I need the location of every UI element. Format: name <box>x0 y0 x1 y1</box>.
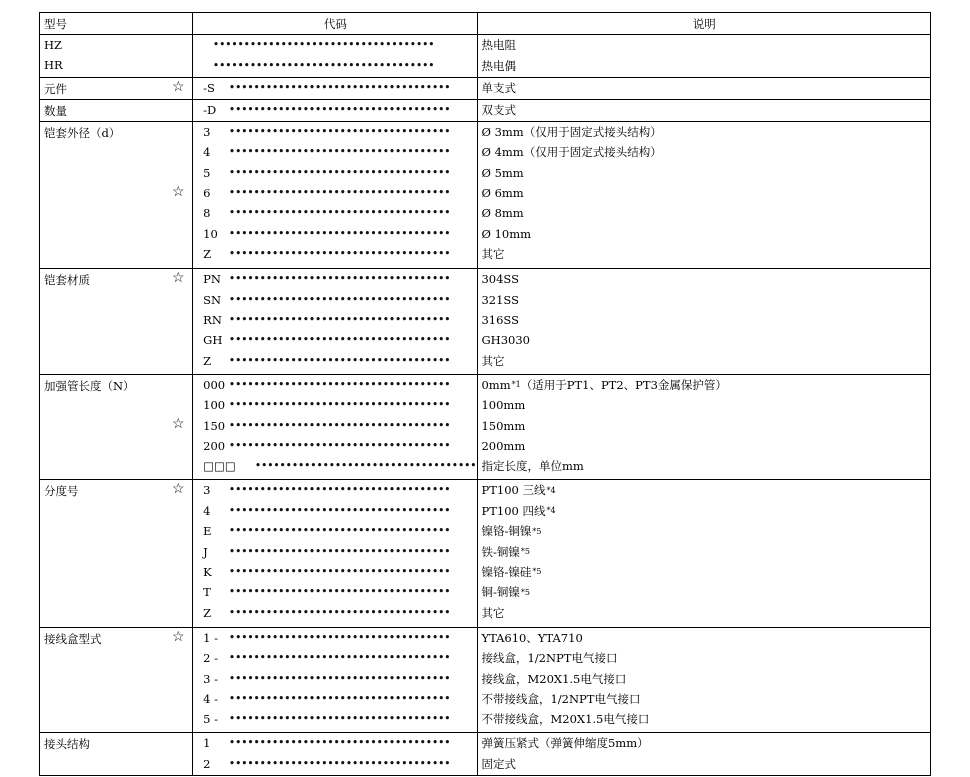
dotted-leader: •••••••••••••••••••••••••••••••••••• <box>229 587 451 598</box>
description-line <box>478 628 930 648</box>
dotted-leader: •••••••••••••••••••••••••••••••••••• <box>229 104 451 115</box>
code-line <box>193 709 477 729</box>
description-line <box>478 351 930 371</box>
option-code: 100 <box>203 398 226 413</box>
code-line <box>193 415 477 435</box>
description-text: Ø 8mm <box>481 206 524 221</box>
description-line <box>478 142 930 162</box>
description-line <box>478 35 930 55</box>
section-row <box>40 733 931 776</box>
code-line <box>193 122 477 142</box>
dotted-leader: •••••••••••••••••••••••••••••••••••• <box>255 461 477 472</box>
description-text: 321SS <box>481 292 519 307</box>
description-text: 热电偶 <box>481 58 516 73</box>
description-text: 镍铬-镍硅 <box>481 564 532 579</box>
description-text: 单支式 <box>481 81 516 96</box>
description-line <box>478 269 930 289</box>
code-line <box>193 78 477 98</box>
description-text: 其它 <box>481 605 505 620</box>
description-line <box>478 122 930 142</box>
description-line <box>478 648 930 668</box>
section-label-cell <box>40 627 193 733</box>
description-line <box>478 733 930 753</box>
header-type: 型号 <box>40 13 193 35</box>
dotted-leader: •••••••••••••••••••••••••••••••••••• <box>229 379 451 390</box>
code-line <box>193 603 477 623</box>
dotted-leader: •••••••••••••••••••••••••••••••••••• <box>229 420 451 431</box>
option-code: J <box>203 544 208 559</box>
description-text: 热电阻 <box>481 38 516 53</box>
table-body <box>40 35 931 776</box>
description-line <box>478 689 930 709</box>
description-text: 0mm <box>481 377 511 392</box>
dotted-leader: •••••••••••••••••••••••••••••••••••• <box>213 40 435 51</box>
option-code: □□□ <box>203 459 236 474</box>
section-label: 接线盒型式 <box>44 631 102 646</box>
description-cell <box>478 35 931 78</box>
option-code: -D <box>203 102 217 117</box>
description-note: （适用于PT1、PT2、PT3金属保护管） <box>520 377 727 392</box>
dotted-leader: •••••••••••••••••••••••••••••••••••• <box>229 315 451 326</box>
code-line <box>193 668 477 688</box>
dotted-leader: •••••••••••••••••••••••••••••••••••• <box>229 714 451 725</box>
required-star-icon: ☆ <box>172 183 185 200</box>
option-code: -S <box>203 81 215 96</box>
option-code: T <box>203 585 211 600</box>
code-cell <box>193 35 478 78</box>
description-text: 200mm <box>481 438 526 453</box>
section-label-cell <box>40 35 193 78</box>
description-line <box>478 289 930 309</box>
dotted-leader: •••••••••••••••••••••••••••••••••••• <box>229 167 451 178</box>
code-line <box>193 330 477 350</box>
code-line <box>193 162 477 182</box>
description-text: 双支式 <box>481 102 516 117</box>
description-text: 100mm <box>481 398 526 413</box>
description-line <box>478 754 930 774</box>
code-line <box>193 310 477 330</box>
description-line <box>478 562 930 582</box>
code-line <box>193 244 477 264</box>
description-line <box>478 668 930 688</box>
description-line <box>478 501 930 521</box>
dotted-leader: •••••••••••••••••••••••••••••••••••• <box>229 758 451 769</box>
option-code: 5 <box>203 165 211 180</box>
description-text: Ø 5mm <box>481 165 524 180</box>
footnote-mark: *4 <box>546 506 556 516</box>
code-line <box>193 541 477 561</box>
model-prefix: HZ <box>44 38 63 52</box>
dotted-leader: •••••••••••••••••••••••••••••••••••• <box>229 505 451 516</box>
dotted-leader: •••••••••••••••••••••••••••••••••••• <box>229 294 451 305</box>
description-line <box>478 162 930 182</box>
dotted-leader: •••••••••••••••••••••••••••••••••••• <box>229 188 451 199</box>
section-label-cell <box>40 121 193 268</box>
required-star-icon: ☆ <box>172 270 185 287</box>
description-text: 接线盒，1/2NPT电气接口 <box>481 651 618 666</box>
description-text: 镍铬-铜镍 <box>481 524 532 539</box>
description-text: Ø 10mm <box>481 226 532 241</box>
required-star-icon: ☆ <box>172 78 185 95</box>
code-cell <box>193 77 478 99</box>
description-line <box>478 395 930 415</box>
dotted-leader: •••••••••••••••••••••••••••••••••••• <box>229 526 451 537</box>
dotted-leader: •••••••••••••••••••••••••••••••••••• <box>229 653 451 664</box>
code-line <box>193 521 477 541</box>
model-code-table <box>39 12 931 776</box>
description-cell <box>478 121 931 268</box>
code-line <box>193 142 477 162</box>
description-line <box>478 456 930 476</box>
header-row <box>40 13 931 35</box>
option-code: 2 - <box>203 651 219 666</box>
description-line <box>478 436 930 456</box>
model-prefix: HR <box>44 58 63 73</box>
option-code: K <box>203 564 212 579</box>
option-code: E <box>203 524 212 539</box>
description-text: 铁-铜镍 <box>481 544 520 559</box>
section-row <box>40 121 931 268</box>
section-row <box>40 77 931 99</box>
dotted-leader: •••••••••••••••••••••••••••••••••••• <box>229 607 451 618</box>
option-code: 6 <box>203 186 211 201</box>
description-text: Ø 4mm（仅用于固定式接头结构） <box>481 145 662 160</box>
description-line <box>478 224 930 244</box>
description-cell <box>478 627 931 733</box>
description-text: 接线盒，M20X1.5电气接口 <box>481 671 627 686</box>
dotted-leader: •••••••••••••••••••••••••••••••••••• <box>229 693 451 704</box>
option-code: 000 <box>203 377 226 392</box>
section-row <box>40 480 931 627</box>
code-line <box>193 648 477 668</box>
required-star-icon: ☆ <box>172 481 185 498</box>
option-code: 3 - <box>203 671 219 686</box>
section-label-cell <box>40 269 193 375</box>
code-line <box>193 183 477 203</box>
section-label: 铠套材质 <box>44 273 90 288</box>
footnote-mark: *4 <box>546 485 556 495</box>
option-code: 4 <box>203 145 211 160</box>
description-text: 不带接线盒，1/2NPT电气接口 <box>481 691 641 706</box>
code-line <box>193 582 477 602</box>
description-line <box>478 541 930 561</box>
dotted-leader: •••••••••••••••••••••••••••••••••••• <box>229 228 451 239</box>
description-text: 150mm <box>481 418 526 433</box>
dotted-leader: •••••••••••••••••••••••••••••••••••• <box>229 355 451 366</box>
option-code: SN <box>203 292 222 307</box>
code-cell <box>193 269 478 375</box>
option-code: GH <box>203 333 223 348</box>
code-line <box>193 628 477 648</box>
section-row <box>40 269 931 375</box>
description-line <box>478 709 930 729</box>
code-line <box>193 289 477 309</box>
description-line <box>478 603 930 623</box>
description-text: 指定长度，单位mm <box>481 459 584 474</box>
description-line <box>478 244 930 264</box>
option-code: 4 <box>203 503 211 518</box>
description-cell <box>478 269 931 375</box>
code-cell <box>193 480 478 627</box>
description-text: 固定式 <box>481 756 516 771</box>
code-line <box>193 224 477 244</box>
code-line <box>193 35 477 55</box>
description-text: Ø 3mm（仅用于固定式接头结构） <box>481 124 662 139</box>
description-text: PT100 四线 <box>481 503 546 518</box>
description-text: 不带接线盒，M20X1.5电气接口 <box>481 712 650 727</box>
option-code: 1 <box>203 736 211 751</box>
dotted-leader: •••••••••••••••••••••••••••••••••••• <box>229 274 451 285</box>
description-line <box>478 55 930 75</box>
section-label: 加强管长度（N） <box>44 378 135 393</box>
dotted-leader: •••••••••••••••••••••••••••••••••••• <box>229 485 451 496</box>
option-code: Z <box>203 353 212 368</box>
dotted-leader: •••••••••••••••••••••••••••••••••••• <box>229 335 451 346</box>
option-code: 4 - <box>203 691 219 706</box>
description-text: 其它 <box>481 247 505 262</box>
dotted-leader: •••••••••••••••••••••••••••••••••••• <box>229 566 451 577</box>
required-star-icon: ☆ <box>172 416 185 433</box>
footnote-mark: *5 <box>520 547 530 557</box>
description-text: GH3030 <box>481 333 530 348</box>
option-code: 8 <box>203 206 211 221</box>
section-row <box>40 99 931 121</box>
code-line <box>193 480 477 500</box>
code-line <box>193 351 477 371</box>
section-row <box>40 374 931 480</box>
description-text: 铜-铜镍 <box>481 585 520 600</box>
code-line <box>193 436 477 456</box>
code-cell <box>193 627 478 733</box>
description-line <box>478 375 930 395</box>
option-code: 150 <box>203 418 226 433</box>
code-cell <box>193 121 478 268</box>
option-code: 3 <box>203 483 211 498</box>
description-cell <box>478 480 931 627</box>
section-row <box>40 35 931 78</box>
dotted-leader: •••••••••••••••••••••••••••••••••••• <box>229 249 451 260</box>
code-line <box>193 733 477 753</box>
section-label-cell <box>40 99 193 121</box>
dotted-leader: •••••••••••••••••••••••••••••••••••• <box>229 147 451 158</box>
description-line <box>478 183 930 203</box>
code-line <box>193 395 477 415</box>
description-cell <box>478 77 931 99</box>
description-line <box>478 310 930 330</box>
description-line <box>478 203 930 223</box>
dotted-leader: •••••••••••••••••••••••••••••••••••• <box>213 60 435 71</box>
description-text: 316SS <box>481 313 519 328</box>
code-line <box>193 562 477 582</box>
description-line <box>478 582 930 602</box>
code-line <box>193 689 477 709</box>
description-text: Ø 6mm <box>481 186 524 201</box>
dotted-leader: •••••••••••••••••••••••••••••••••••• <box>229 126 451 137</box>
option-code: 2 <box>203 756 211 771</box>
header-code: 代码 <box>193 13 478 35</box>
code-line <box>193 754 477 774</box>
footnote-mark: *5 <box>532 567 542 577</box>
description-text: PT100 三线 <box>481 483 546 498</box>
dotted-leader: •••••••••••••••••••••••••••••••••••• <box>229 208 451 219</box>
option-code: Z <box>203 247 212 262</box>
code-line <box>193 501 477 521</box>
header-desc: 说明 <box>478 13 931 35</box>
code-cell <box>193 99 478 121</box>
description-text: 其它 <box>481 353 505 368</box>
section-label-cell <box>40 733 193 776</box>
footnote-mark: *5 <box>532 526 542 536</box>
dotted-leader: •••••••••••••••••••••••••••••••••••• <box>229 440 451 451</box>
footnote-mark: *5 <box>520 587 530 597</box>
code-line <box>193 375 477 395</box>
code-line <box>193 203 477 223</box>
dotted-leader: •••••••••••••••••••••••••••••••••••• <box>229 546 451 557</box>
description-text: 304SS <box>481 272 519 287</box>
section-label: 元件 <box>44 81 67 96</box>
code-line <box>193 269 477 289</box>
code-line <box>193 456 477 476</box>
option-code: 1 - <box>203 630 219 645</box>
section-label-cell <box>40 374 193 480</box>
option-code: RN <box>203 313 222 328</box>
description-line <box>478 78 930 98</box>
description-text: 弹簧压紧式（弹簧伸缩度5mm） <box>481 736 649 751</box>
option-code: 200 <box>203 438 226 453</box>
dotted-leader: •••••••••••••••••••••••••••••••••••• <box>229 400 451 411</box>
option-code: 3 <box>203 124 211 139</box>
dotted-leader: •••••••••••••••••••••••••••••••••••• <box>229 632 451 643</box>
description-line <box>478 100 930 120</box>
required-star-icon: ☆ <box>172 628 185 645</box>
option-code: 10 <box>203 226 218 241</box>
code-cell <box>193 733 478 776</box>
section-label: 接头结构 <box>44 737 90 752</box>
description-line <box>478 521 930 541</box>
footnote-mark: *1 <box>511 380 521 390</box>
option-code: Z <box>203 605 212 620</box>
description-line <box>478 330 930 350</box>
section-label-cell <box>40 77 193 99</box>
description-cell <box>478 99 931 121</box>
section-label: 数量 <box>44 103 67 118</box>
option-code: 5 - <box>203 712 219 727</box>
section-label: 铠套外径（d） <box>44 125 121 140</box>
dotted-leader: •••••••••••••••••••••••••••••••••••• <box>229 83 451 94</box>
code-line <box>193 100 477 120</box>
section-label-cell <box>40 480 193 627</box>
description-text: YTA610、YTA710 <box>481 630 583 645</box>
section-row <box>40 627 931 733</box>
option-code: PN <box>203 272 221 287</box>
code-cell <box>193 374 478 480</box>
description-cell <box>478 733 931 776</box>
dotted-leader: •••••••••••••••••••••••••••••••••••• <box>229 673 451 684</box>
description-line <box>478 480 930 500</box>
description-cell <box>478 374 931 480</box>
section-label: 分度号 <box>44 484 79 499</box>
dotted-leader: •••••••••••••••••••••••••••••••••••• <box>229 738 451 749</box>
code-line <box>193 55 477 75</box>
description-line <box>478 415 930 435</box>
